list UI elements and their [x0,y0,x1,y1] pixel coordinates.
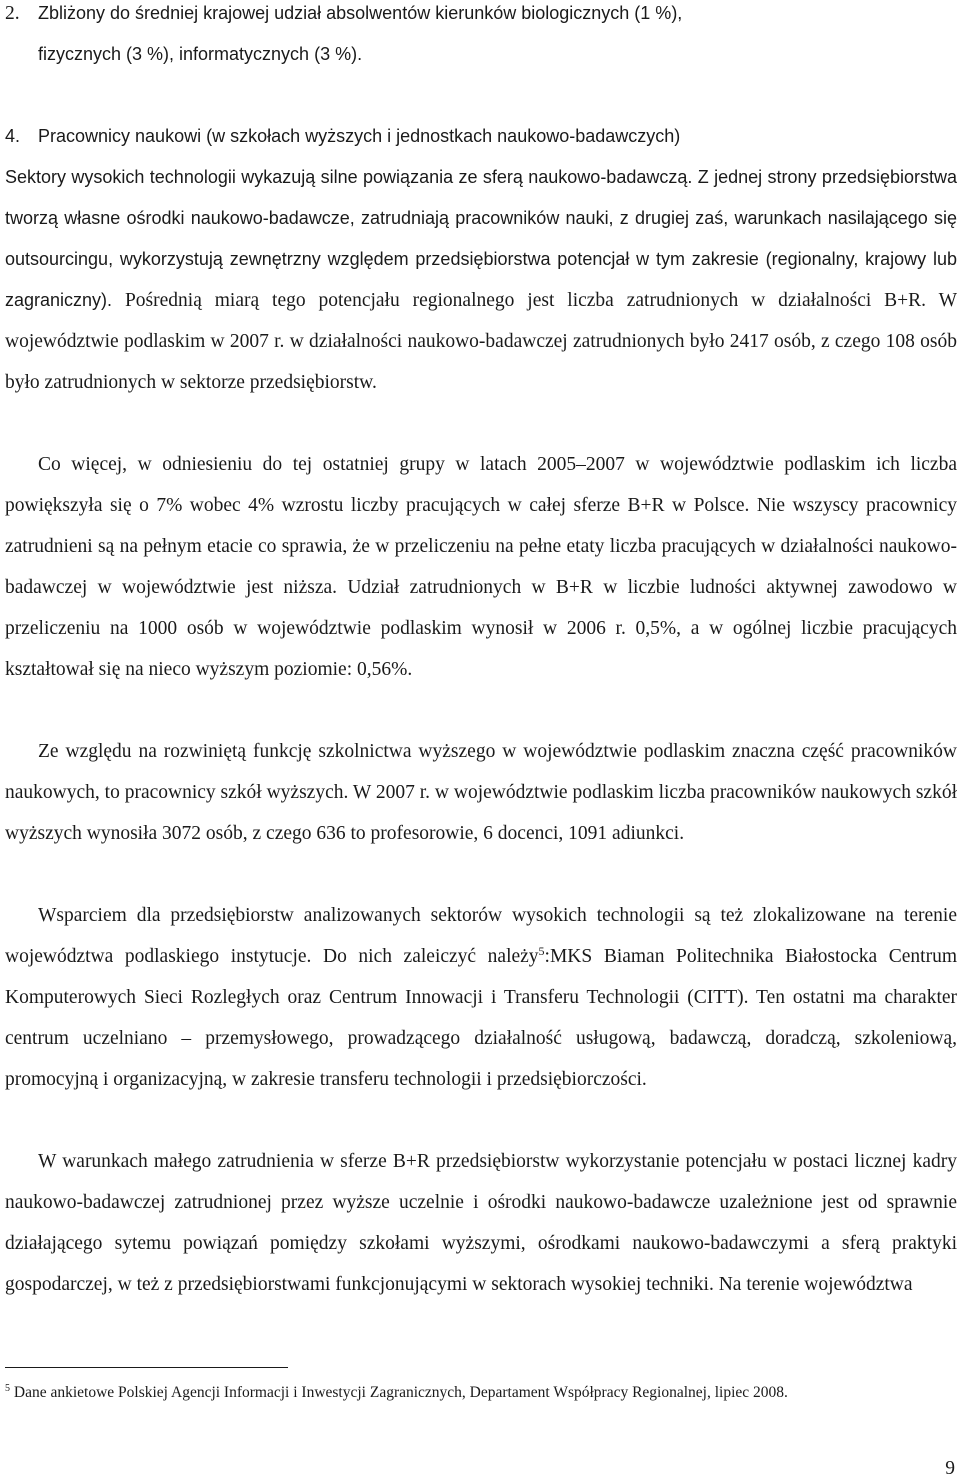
section-heading [5,116,957,157]
paragraph-1: Sektory wysokich technologii wykazują silne powiązania ze sferą naukowo-badawczą. Z jednej strony przedsiębiorstwa tworzą własne ośrodki naukowo-badawcze, zatrudniają pracowników nauki, z drugiej zaś, warunkach nasilającego się outsourcingu, wykorzystują zewnętrzny względem przedsiębiorstwa potencjał w tym zakresie (regionalny, krajowy lub zagraniczny). Pośrednią miarą tego potencjału regionalnego jest liczba zatrudnionych w działalności B+R. W województwie podlaskim w 2007 r. w działalności naukowo-badawczej zatrudnionych było 2417 osób, z czego 108 osób było zatrudnionych w sektorze przedsiębiorstw. [5,167,957,393]
footnote-number: 5 [5,1383,10,1394]
list-item-2-line-2: fizycznych (3 %), informatycznych (3 %). [38,44,363,64]
section-number: 4. [5,126,21,146]
list-item-2-line-1: 2. Zbliżony do średniej krajowej udział absolwentów kierunków biologicznych (1 %), [5,0,957,34]
footnote-reference[interactable]: 5 [538,944,545,958]
footnote [5,1382,957,1404]
paragraph-3: Ze względu na rozwiniętą funkcję szkolnictwa wyższego w województwie podlaskim znaczna część pracowników naukowych, to pracownicy szkół wyższych. W 2007 r. w województwie podlaskim liczba pracowników naukowych szkół wyższych wynosiła 3072 osób, z czego 636 to profesorowie, 6 docenci, 1091 adiunkci. [5,741,957,844]
paragraph-4: Wsparciem dla przedsiębiorstw analizowanych sektorów wysokich technologii są też zlokalizowane na terenie województwa podlaskiego instytucje. Do nich zaleiczyć należy$^5$:MKS Biaman Politechnika Białostocka Centrum Komputerowych Sieci Rozległych oraz Centrum Innowacji i Transferu Technologii (CITT). Ten ostatni ma charakter centrum uczelniano – przemysłowego, prowadzącego działalność usługową, badawczą, doradczą, szkoleniową, promocyjną i organizacyjną, w zakresie transferu technologii i przedsiębiorczości. [5,905,958,1090]
footnote-divider [5,1367,288,1368]
paragraph-5: W warunkach małego zatrudnienia w sferze B+R przedsiębiorstw wykorzystanie potencjału w postaci licznej kadry naukowo-badawczej zatrudnionej przez wyższe uczelnie i ośrodki naukowo-badawcze uzależnione jest od sprawnie działającego sytemu powiązań pomiędzy szkołami wyższymi, ośrodkami naukowo-badawczymi a sferą praktyki gospodarczej, w też z przedsiębiorstwami funkcjonującymi w sektorach wysokiej techniki. Na terenie województwa [5,1151,957,1295]
page-number: 9 [945,1458,955,1479]
footnote-text: Dane ankietowe Polskiej Agencji Informacji i Inwestycji Zagranicznych, Departament Współpracy Regionalnej, lipiec 2008. [10,1384,788,1401]
list-item-number: 2. [5,3,20,24]
paragraph-2: Co więcej, w odniesieniu do tej ostatniej grupy w latach 2005–2007 w województwie podlaskim ich liczba powiększyła się o 7% wobec 4% wzrostu liczby pracujących w całej sferze B+R w Polsce. Nie wszyscy pracownicy zatrudnieni są na pełnym etacie co sprawia, że w przeliczeniu na pełne etaty liczba pracujących w działalności naukowo-badawczej w województwie jest niższa. Udział zatrudnionych w B+R w liczbie ludności aktywnej zawodowo w przeliczeniu na 1000 osób w województwie podlaskim wynosił w 2006 r. 0,5%, a w ogólnej liczbie pracujących kształtował się na nieco wyższym poziomie: 0,56%. [5,454,958,680]
section-title: Pracownicy naukowi (w szkołach wyższych i jednostkach naukowo-badawczych) [38,126,681,146]
